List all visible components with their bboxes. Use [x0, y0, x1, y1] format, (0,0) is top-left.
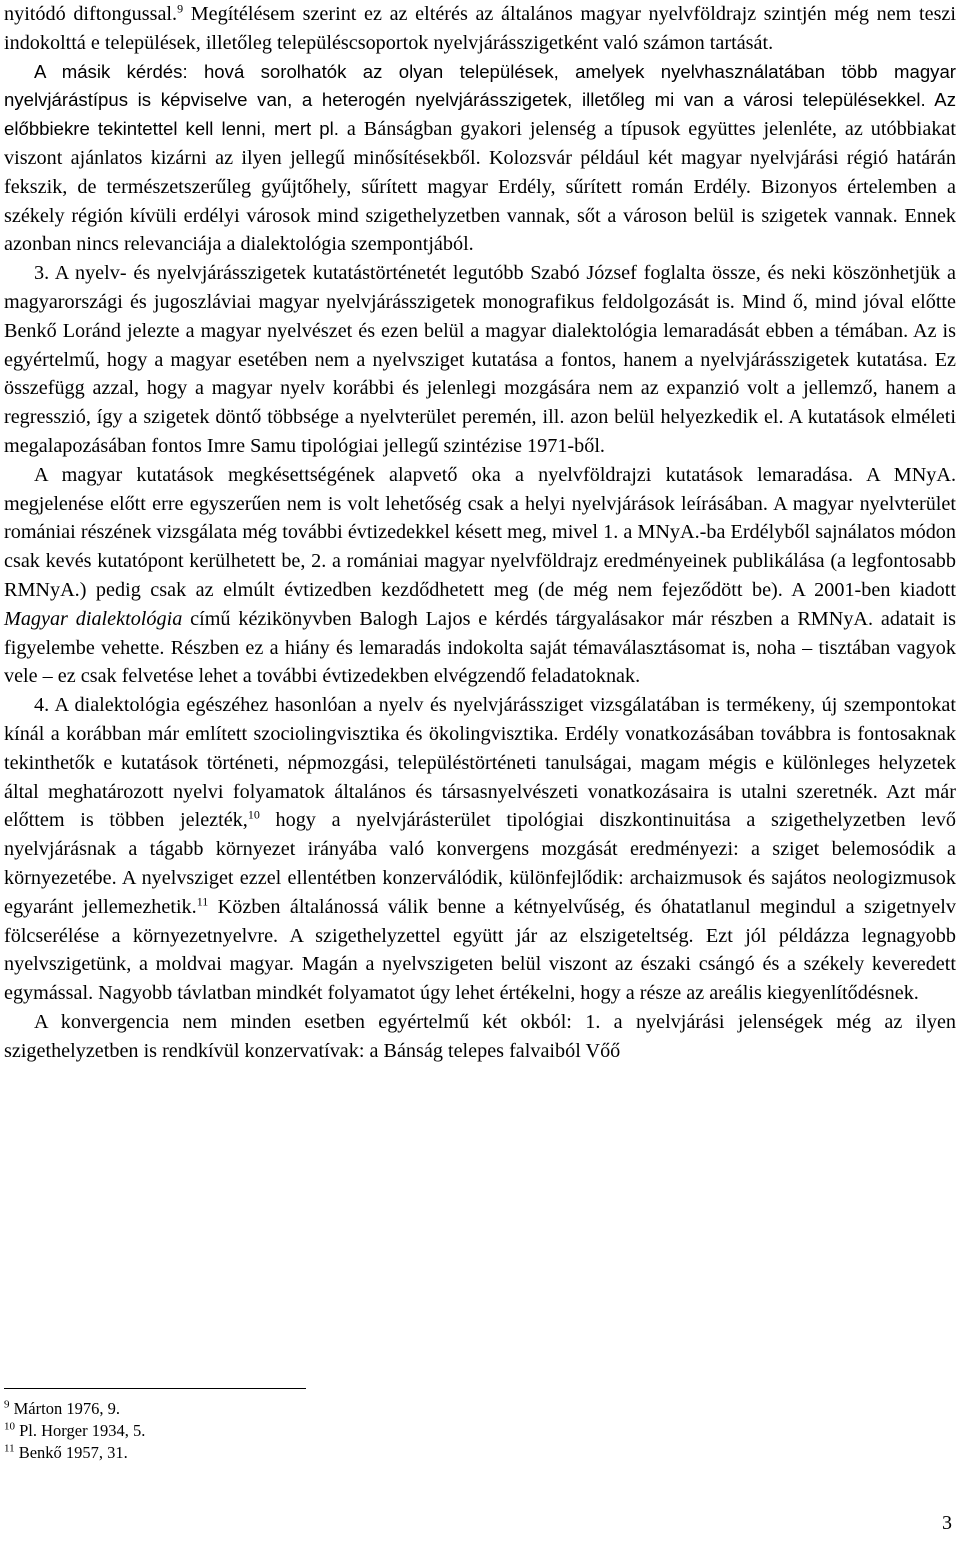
paragraph — [4, 58, 956, 260]
page-number: 3 — [942, 1512, 952, 1534]
footnote-number: 9 — [4, 1398, 10, 1411]
footnotes — [4, 1398, 145, 1464]
footnote-number: 10 — [4, 1420, 15, 1433]
text-run: Megítélésem szerint ez az eltérés az általános magyar nyelvföldrajz szintjén még nem teszi indokolttá e települések, illetőleg településcsoportok nyelvjárásszigetként való számon tartását. — [4, 3, 956, 54]
text-run: hogy a nyelvjárásterület tipológiai diszkontinuitása a szigethelyzetben levő nyelvjárásnak a tágabb környezet irányába való konvergens mozgását eredményezi: a sziget belemosódik a környezetébe. A nyelvsziget ezzel ellentétben konzerválódik, különfejlődik: archaizmusok és sajátos neologizmusok egyaránt jellemezhetik. — [4, 809, 956, 918]
paragraph — [4, 0, 956, 58]
footnote-number: 11 — [4, 1442, 15, 1455]
paragraph — [4, 259, 956, 461]
paragraph — [4, 461, 956, 691]
footnote-reference: 9 — [177, 1, 184, 16]
footnote-separator — [4, 1388, 306, 1389]
text-run: című kézikönyvben Balogh Lajos e kérdés tárgyalásakor már részben a RMNyA. adatait is figyelembe vehette. Részben ez a hiány és lemaradás indokolta saját témaválasztásomat is, noha – tisztában vagyok vele – ez csak felvetése lehet a további évtizedekben elvégzendő feladatoknak. — [4, 607, 956, 688]
text-run: A konvergencia nem minden esetben egyértelmű két okból: 1. a nyelvjárási jelenségek még az ilyen szigethelyzetben is rendkívül konzervatívak: a Bánság telepes falvaiból Vőő — [4, 1010, 956, 1062]
book-title: Magyar dialektológia — [4, 607, 183, 630]
text-run: nyitódó diftongussal. — [4, 3, 178, 25]
document-body — [4, 0, 956, 1065]
text-run: Közben általánossá válik benne a kétnyelvűség, és óhatatlanul megindul a szigetnyelv fölcserélése a környezetnyelvre. A szigethelyzettel együtt jár az elszigeteltség. Ezt jól példázza legnagyobb nyelvszigetünk, a moldvai magyar. Magán a nyelvszigeten belül viszont az északi csángó és a székely keveredett egymással. Nagyobb távlatban mindkét folyamatot úgy lehet értékelni, hogy a része az areális kiegyenlítődésnek. — [4, 895, 956, 1005]
footnote-10 — [4, 1420, 145, 1442]
footnote-text: Márton 1976, 9. — [13, 1399, 120, 1418]
paragraph — [4, 691, 956, 1008]
footnote-text: Benkő 1957, 31. — [18, 1443, 128, 1462]
text-run: A magyar kutatások megkésettségének alapvető oka a nyelvföldrajzi kutatások lemaradása. A MNyA. megjelenése előtt erre egyszerűen nem is volt lehetőség csak a helyi nyelvjárások leírásában. A magyar nyelvterület romániai részének vizsgálata még további évtizedekkel késett meg, mivel 1. a MNyA.-ba Erdélyből sajnálatos módon csak kevés kutatópont kerülhetett be, 2. a romániai magyar nyelvföldrajz eredményeinek publikálása (a legfontosabb RMNyA.) pedig csak az elmúlt évtizedben kezdődhetett meg (de még nem fejeződött be). A 2001-ben kiadott — [4, 463, 956, 601]
footnote-reference: 10 — [247, 807, 260, 822]
footnote-11 — [4, 1442, 145, 1464]
paragraph — [4, 1008, 956, 1066]
footnote-reference: 11 — [196, 893, 209, 908]
text-run: 3. A nyelv- és nyelvjárásszigetek kutatástörténetét legutóbb Szabó József foglalta össze, és neki köszönhetjük a magyarországi és jugoszláviai magyar nyelvjárásszigetek monografikus feldolgozását is. Mind ő, mind jóval előtte Benkő Loránd jelezte a magyar nyelvészet és ezen belül a magyar dialektológia lemaradását ebben a témában. Az is egyértelmű, hogy a magyar esetében nem a nyelvsziget kutatása a fontos, hanem a nyelvjárásszigetek kutatása. Ez összefügg azzal, hogy a magyar nyelv korábbi és jelenlegi mozgására nem az expanzió volt a jellemző, hanem a regresszió, így a szigetek döntő többsége a nyelvterület peremén, ill. azon belül helyezkedik el. A kutatások elméleti megalapozásában fontos Imre Samu tipológiai jellegű szintézise 1971-ből. — [4, 262, 956, 457]
footnote-9 — [4, 1398, 145, 1420]
footnote-text: Pl. Horger 1934, 5. — [19, 1421, 146, 1440]
text-run: A másik kérdés: hová sorolhatók az olyan települések, amelyek nyelvhasználatában több magyar nyelvjárástípus is képviselve van, a heterogén nyelvjárásszigetek, illetőleg mi van a városi településekkel. Az előbbiekre tekintettel kell lenni, mert pl. — [4, 60, 956, 140]
text-run: 4. A dialektológia egészéhez hasonlóan a nyelv és nyelvjárássziget vizsgálatában is termékeny, új szempontokat kínál a korábban már említett szociolingvisztika és ökolingvisztika. Erdély vonatkozásában továbbra is fontosaknak tekinthetők e kutatások történeti, népmozgási, településtörténeti tanulságai, magam mégis e különleges helyzetek által meghatározott nyelvi folyamatok általános és társasnyelvészeti vonatkozásaira is utalni szeretnék. Azt már előttem is többen jelezték, — [4, 694, 956, 832]
text-run: a Bánságban gyakori jelenség a típusok együttes jelenléte, az utóbbiakat viszont ajánlatos kizárni az ilyen jellegű minősítésekből. Kolozsvár például két magyar nyelvjárási régió határán fekszik, de természetszerűleg gyűjtőhely, sűrített magyar Erdély, sűrített román Erdély. Bizonyos értelemben a székely régión kívüli erdélyi városok mind szigethelyzetben vannak, sőt a városon belül is szigetek vannak. Ennek azonban nincs relevanciája a dialektológia szempontjából. — [4, 118, 956, 256]
